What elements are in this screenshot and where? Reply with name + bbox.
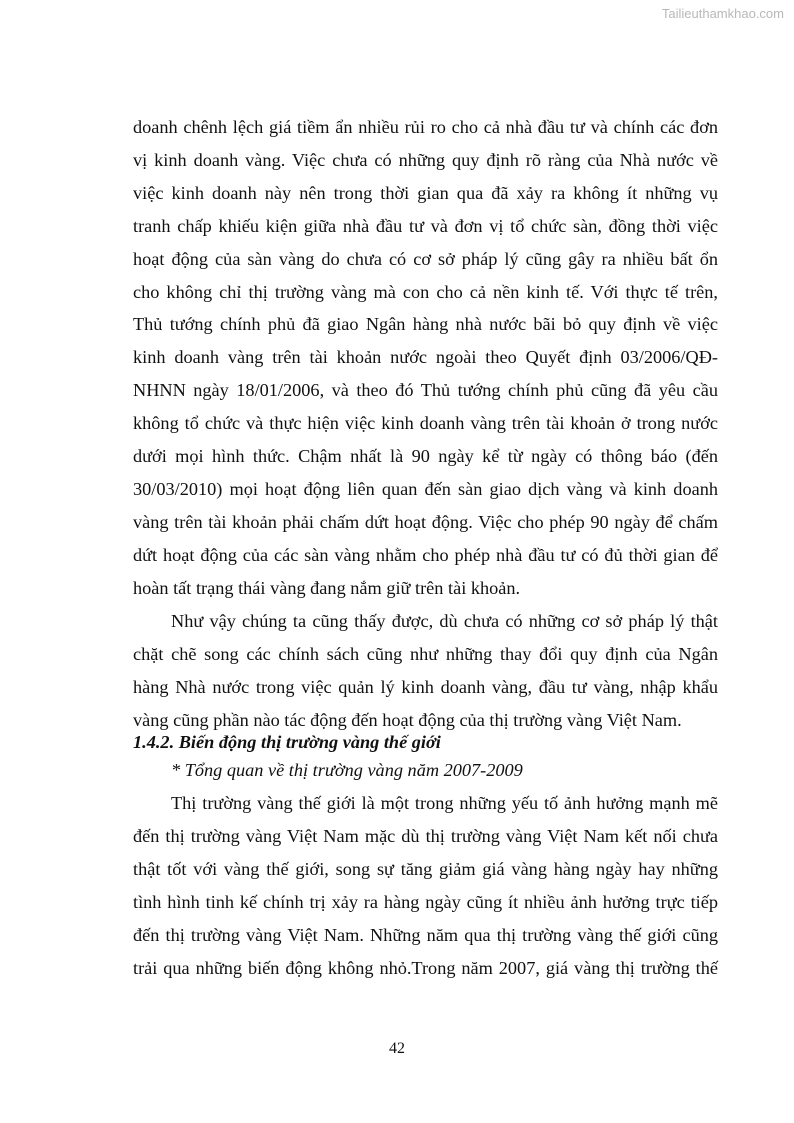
text-line: kinh doanh vàng trên tài khoản nước ngoài theo Quyết định 03/2006/QĐ- (133, 347, 718, 367)
text-line: Thủ tướng chính phủ đã giao Ngân hàng nhà nước bãi bỏ quy định về việc (133, 314, 718, 334)
text-line: tình hình tinh kế chính trị xảy ra hàng ngày cũng ít nhiều ảnh hưởng trực tiếp (133, 892, 718, 912)
section-heading: 1.4.2. Biến động thị trường vàng thế giới (133, 732, 441, 752)
text-line: đến thị trường vàng Việt Nam. Những năm qua thị trường vàng thế giới cũng (133, 925, 718, 945)
text-line: dưới mọi hình thức. Chậm nhất là 90 ngày kể từ ngày có thông báo (đến (133, 446, 718, 466)
text-line: vàng trên tài khoản phải chấm dứt hoạt động. Việc cho phép 90 ngày để chấm (133, 512, 718, 532)
subsection-heading: * Tổng quan về thị trường vàng năm 2007-2009 (171, 760, 523, 780)
text-line: vàng cũng phần nào tác động đến hoạt động của thị trường vàng Việt Nam. (133, 710, 682, 730)
page-number: 42 (389, 1040, 405, 1057)
text-line: dứt hoạt động của các sàn vàng nhằm cho phép nhà đầu tư có đủ thời gian để (133, 545, 718, 565)
watermark: Tailieuthamkhao.com (661, 6, 784, 21)
text-line: việc kinh doanh này nên trong thời gian qua đã xảy ra không ít những vụ (133, 183, 718, 203)
text-line: hoàn tất trạng thái vàng đang nắm giữ trên tài khoản. (133, 578, 521, 598)
text-line: NHNN ngày 18/01/2006, và theo đó Thủ tướng chính phủ cũng đã yêu cầu (133, 380, 718, 400)
text-line: chặt chẽ song các chính sách cũng như những thay đổi quy định của Ngân (133, 644, 718, 664)
text-line: Thị trường vàng thế giới là một trong những yếu tố ảnh hưởng mạnh mẽ (171, 793, 718, 813)
text-line: thật tốt với vàng thế giới, song sự tăng giảm giá vàng hàng ngày hay những (133, 859, 718, 879)
text-line: trải qua những biến động không nhỏ.Trong năm 2007, giá vàng thị trường thế (133, 958, 718, 978)
text-line: cho không chỉ thị trường vàng mà con cho cả nền kinh tế. Với thực tế trên, (133, 282, 718, 302)
text-line: tranh chấp khiếu kiện giữa nhà đầu tư và đơn vị tổ chức sàn, đồng thời việc (133, 216, 718, 236)
text-line: không tổ chức và thực hiện việc kinh doanh vàng trên tài khoản ở trong nước (133, 413, 718, 433)
text-line: doanh chênh lệch giá tiềm ẩn nhiều rủi ro cho cả nhà đầu tư và chính các đơn (133, 117, 718, 137)
text-line: hàng Nhà nước trong việc quản lý kinh doanh vàng, đầu tư vàng, nhập khẩu (133, 677, 718, 697)
text-line: đến thị trường vàng Việt Nam mặc dù thị trường vàng Việt Nam kết nối chưa (133, 826, 718, 846)
text-line: Như vậy chúng ta cũng thấy được, dù chưa có những cơ sở pháp lý thật (171, 611, 718, 631)
text-line: vị kinh doanh vàng. Việc chưa có những quy định rõ ràng của Nhà nước về (133, 150, 718, 170)
text-line: hoạt động của sàn vàng do chưa có cơ sở pháp lý cũng gây ra nhiều bất ổn (133, 249, 718, 269)
text-line: 30/03/2010) mọi hoạt động liên quan đến sàn giao dịch vàng và kinh doanh (133, 479, 718, 499)
